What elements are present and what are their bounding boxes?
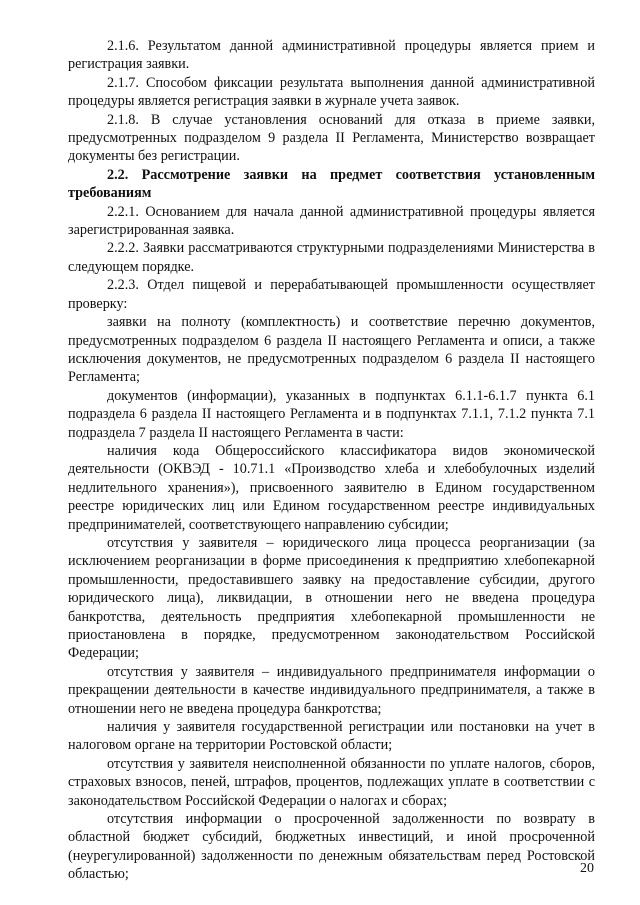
page-number: 20 — [580, 861, 594, 876]
section-heading-2-2: 2.2. Рассмотрение заявки на предмет соответствия установленным требованиям — [68, 166, 595, 202]
check-item-reorganization: отсутствия у заявителя – юридического лица процесса реорганизации (за исключением реорганизации в форме присоединения к предприятию хлебопекарной промышленности, предоставившего заявку на предоставление субсидии, другого юридического лица), ликвидации, в отношении него не введена процедура банкротства, деятельность предприятия хлебопекарной промышленности не приостановлена в порядке, предусмотренном законодательством Российской Федерации; — [68, 534, 595, 662]
check-item-registration: наличия у заявителя государственной регистрации или постановки на учет в налоговом органе на территории Ростовской области; — [68, 719, 595, 754]
check-item-taxes: отсутствия у заявителя неисполненной обязанности по уплате налогов, сборов, страховых взносов, пеней, штрафов, процентов, подлежащих уплате в соответствии с законодательством Российской Федерации о налогах и сборах; — [68, 755, 595, 809]
paragraph-2-1-6: 2.1.6. Результатом данной административной процедуры является прием и регистрация заявки. — [68, 38, 595, 73]
document-page — [68, 37, 595, 884]
check-item-entrepreneur: отсутствия у заявителя – индивидуального предпринимателя информации о прекращении деятельности в качестве индивидуального предпринимателя, а также в отношении него не введена процедура банкротства; — [68, 663, 595, 717]
paragraph-2-2-2: 2.2.2. Заявки рассматриваются структурными подразделениями Министерства в следующем порядке. — [68, 240, 595, 275]
check-item-debt: отсутствия информации о просроченной задолженности по возврату в областной бюджет субсидий, бюджетных инвестиций, и иной просроченной (неурегулированной) задолженности по денежным обязательствам перед Ростовской областью; — [68, 811, 595, 883]
check-item-completeness: заявки на полноту (комплектность) и соответствие перечню документов, предусмотренных подразделом 6 раздела II настоящего Регламента и описи, а также исключения документов, не предусмотренных подразделом 6 раздела II настоящего Регламента; — [68, 314, 595, 386]
paragraph-2-1-8: 2.1.8. В случае установления оснований для отказа в приеме заявки, предусмотренных подразделом 9 раздела II Регламента, Министерство возвращает документы без регистрации. — [68, 111, 595, 165]
check-item-okved: наличия кода Общероссийского классификатора видов экономической деятельности (ОКВЭД - 10.71.1 «Производство хлеба и хлебобулочных изделий недлительного хранения»), присвоенного заявителю в Едином государственном реестре юридических лиц или Едином государственном реестре индивидуальных предпринимателей, соответствующего направлению субсидии; — [68, 442, 595, 533]
paragraph-2-2-1: 2.2.1. Основанием для начала данной административной процедуры является зарегистрированная заявка. — [68, 203, 595, 239]
paragraph-2-2-3: 2.2.3. Отдел пищевой и перерабатывающей промышленности осуществляет проверку: — [68, 277, 595, 312]
paragraph-2-1-7: 2.1.7. Способом фиксации результата выполнения данной административной процедуры является регистрация заявки в журнале учета заявок. — [68, 74, 595, 110]
check-item-documents: документов (информации), указанных в подпунктах 6.1.1-6.1.7 пункта 6.1 подраздела 6 раздела II настоящего Регламента и в подпунктах 7.1.1, 7.1.2 пункта 7.1 подраздела 7 раздела II настоящего Регламента в части: — [68, 387, 595, 441]
